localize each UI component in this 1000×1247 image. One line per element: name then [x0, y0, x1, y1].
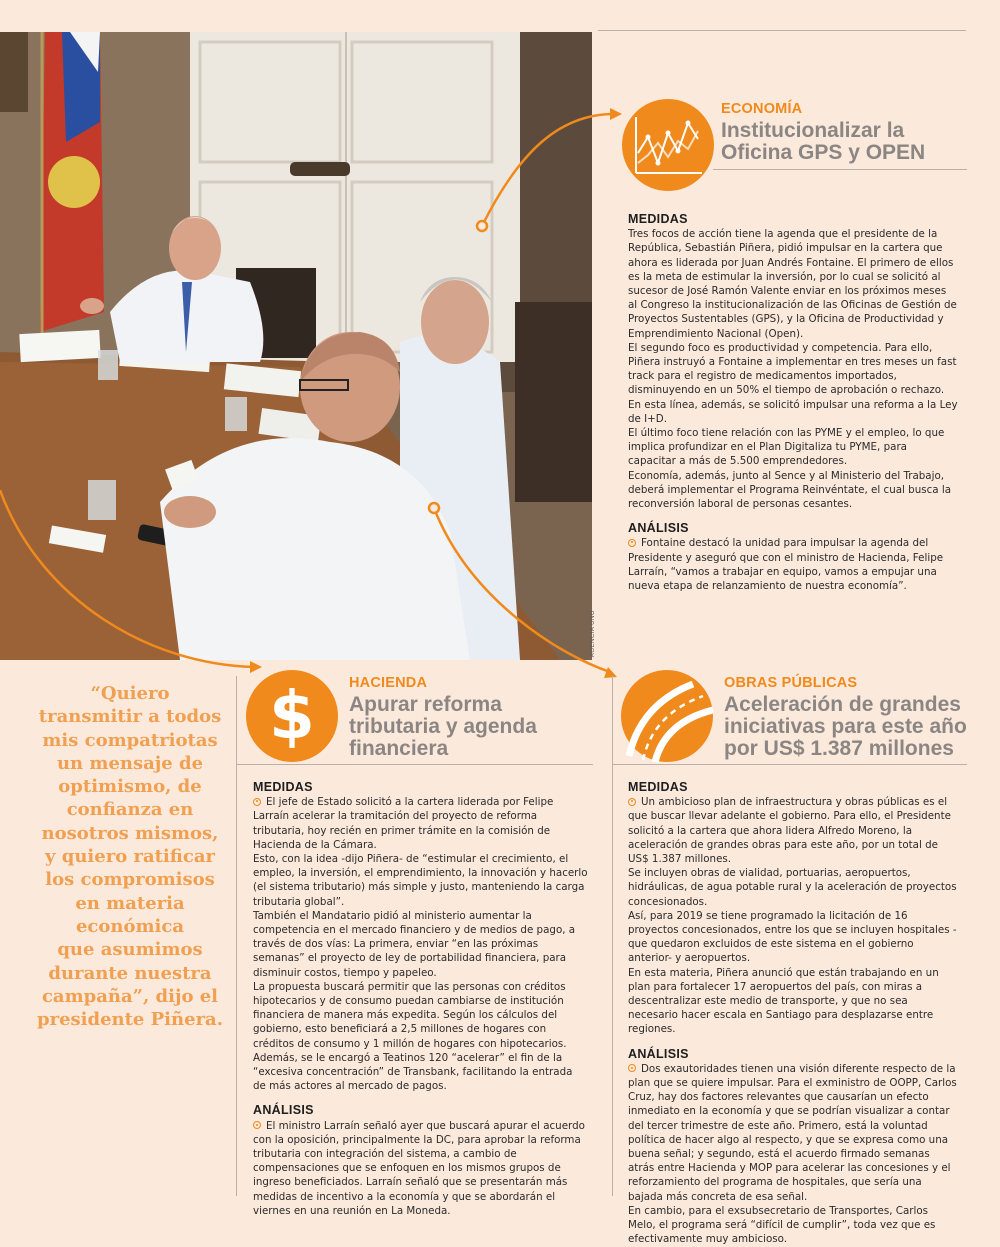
analisis-label: ANÁLISIS — [628, 521, 689, 536]
quote-line: que asumimos — [57, 939, 203, 961]
hacienda-body — [253, 780, 588, 1218]
headline-line: financiera — [349, 737, 449, 760]
medidas-lead: El jefe de Estado solicitó a la cartera liderada por Felipe Larraín acelerar la tramitación del proyecto de reforma tributaria, hoy recién en primer trámite en la comisión de Hacienda de la Cámara. — [253, 796, 554, 851]
obras-headline — [724, 694, 984, 760]
paragraph — [628, 536, 958, 593]
obras-category: OBRAS PÚBLICAS — [724, 675, 858, 691]
quote-line: económica — [75, 915, 185, 937]
paragraph: Se incluyen obras de vialidad, portuarias, aeropuertos, hidráulicas, de agua potable rural y la aceleración de proyectos concesionados. — [628, 867, 957, 908]
quote-line: mis compatriotas — [42, 729, 218, 751]
bullet-icon — [628, 798, 636, 806]
paragraph — [628, 795, 958, 866]
quote-line: los compromisos — [45, 869, 215, 891]
medidas-label: MEDIDAS — [628, 780, 688, 794]
quote-line: en materia — [75, 892, 185, 914]
bullet-icon — [628, 539, 636, 547]
economia-body — [628, 212, 958, 593]
quote-line: campaña”, dijo el — [41, 985, 219, 1007]
analisis-text: Fontaine destacó la unidad para impulsar la agenda del Presidente y aseguró que con el ministro de Hacienda, Felipe Larraín, “vamos a trabajar en equipo, vamos a empujar una nueva etapa de relanzamiento de nuestra economía”. — [628, 537, 944, 593]
quote-line: optimismo, de — [58, 776, 202, 798]
analisis-text: Dos exautoridades tienen una visión diferente respecto de la plan que se quiere impulsar. Para el exministro de OOPP, Carlos Cruz, hay dos factores relevantes que causarían un efecto inmediato en la economía y que se podrían visualizar a contar del tercer trimestre de este año. Primero, está la voluntad política de hacer algo al respecto, y que se expresa como una buena señal; y segundo, está el acuerdo firmado semanas atrás entre Hacienda y MOP para acelerar las concesiones y el reforzamiento del programa de hospitales, que sería una bajada más concreta de esa señal. — [628, 1062, 957, 1203]
bullet-icon — [253, 1121, 261, 1129]
medidas-label: MEDIDAS — [253, 780, 313, 794]
headline-line: Aceleración de grandes — [724, 693, 961, 716]
top-rule — [598, 30, 966, 31]
paragraph: Así, para 2019 se tiene programado la licitación de 16 proyectos concesionados, entre los que se incluyen hospitales -que quedaron excluidos de este sistema en el gobierno anterior- y aeropuertos. — [628, 909, 957, 965]
headline-line: iniciativas para este año — [724, 715, 967, 738]
hacienda-category: HACIENDA — [349, 675, 428, 691]
headline-line: Institucionalizar la — [721, 119, 905, 142]
medidas-lead: Un ambicioso plan de infraestructura y obras públicas es el que buscar llevar adelante el gobierno. Para ello, el Presidente solicitó a la cartera que ahora lidera Alfredo Moreno, la aceleración de grandes obras para este año, por un total de US$ 1.387 millones. — [628, 796, 951, 866]
photo-credit: AGENCIA UNO — [590, 610, 596, 658]
column-rule-right — [612, 676, 613, 1196]
headline-line: por US$ 1.387 millones — [724, 737, 954, 760]
quote-line: presidente Piñera. — [37, 1009, 223, 1031]
economia-rule — [713, 169, 967, 170]
headline-line: Apurar reforma — [349, 693, 502, 716]
cabinet-meeting-photo — [0, 32, 592, 660]
paragraph — [628, 1062, 958, 1204]
analisis-text: El ministro Larraín señaló ayer que buscará apurar el acuerdo con la oposición, principalmente la DC, para aprobar la reforma tributaria con integración del sistema, a cambio de compensaciones que se enfoquen en los mismos grupos de ingreso beneficiados. Larraín señaló que se presentarán más medidas de incentivo a la economía y que se abordarán el viernes en una reunión en La Moneda. — [253, 1119, 585, 1217]
quote-line: transmitir a todos — [38, 706, 222, 728]
obras-rule — [612, 764, 967, 765]
paragraph: Además, se le encargó a Teatinos 120 “acelerar” el fin de la “excesiva concentración” de Transbank, facilitando la entrada de más actores al mercado de pagos. — [253, 1051, 573, 1093]
dollar-icon — [246, 670, 338, 762]
obras-body — [628, 780, 958, 1247]
quote-line: nosotros mismos, — [41, 822, 219, 844]
hacienda-rule — [236, 764, 593, 765]
paragraph: La propuesta buscará permitir que las personas con créditos hipotecarios y de consumo puedan cambiarse de institución financiera de manera más expedita. Según los cálculos del gobierno, esto beneficiará a 2,5 millones de hogares con créditos de consumo y 1 millón de hogares con hipotecarios. — [253, 980, 567, 1050]
economia-category: ECONOMÍA — [721, 101, 803, 117]
quote-line: “Quiero — [90, 683, 170, 704]
paragraph: Economía, además, junto al Sence y al Ministerio del Trabajo, deberá implementar el Programa Reinvéntate, el cual busca la reconversión laboral de personas cesantes. — [628, 469, 951, 511]
medidas-label: MEDIDAS — [628, 212, 688, 226]
analisis-label: ANÁLISIS — [253, 1103, 314, 1118]
photo-illustration — [0, 32, 592, 660]
hacienda-headline — [349, 694, 599, 760]
dollar-glyph: $ — [269, 677, 315, 754]
headline-line: Oficina GPS y OPEN — [721, 141, 926, 164]
road-icon — [621, 670, 713, 762]
analisis-label: ANÁLISIS — [628, 1046, 689, 1061]
paragraph: En cambio, para el exsubsecretario de Transportes, Carlos Melo, el programa será “difícil de cumplir”, toda vez que es efectivamente muy ambicioso. — [628, 1204, 936, 1246]
paragraph: El segundo foco es productividad y competencia. Para ello, Piñera instruyó a Fontaine a implementar en tres meses un fast track para el registro de medicamentos importados, disminuyendo en un 50% el tiempo de aprobación o rechazo. En esta línea, además, se solicitó impulsar una reforma a la Ley de I+D. — [628, 341, 958, 425]
quote-line: un mensaje de — [56, 752, 204, 774]
bullet-icon — [253, 798, 261, 806]
quote-line: y quiero ratificar — [45, 846, 215, 868]
paragraph: En esta materia, Piñera anunció que están trabajando en un plan para fortalecer 17 aeropuertos del país, con miras a descentralizar este medio de transporte, y que no sea necesario hacer escala en Santiago para desplazarse entre regiones. — [628, 966, 939, 1036]
quote-line: durante nuestra — [48, 962, 212, 984]
paragraph — [253, 1119, 588, 1218]
bullet-icon — [628, 1064, 636, 1072]
paragraph: También el Mandatario pidió al ministerio aumentar la competencia en el mercado financiero y de medios de pago, a través de dos vías: La primera, enviar “en las próximas semanas” el proyecto de ley de portabilidad financiera, para disminuir costos, tiempo y papeleo. — [253, 909, 576, 979]
headline-line: tributaria y agenda — [349, 715, 537, 738]
paragraph — [253, 795, 588, 852]
economia-headline — [721, 120, 971, 164]
pull-quote — [28, 682, 232, 1031]
paragraph: El último foco tiene relación con las PYME y el empleo, lo que implica profundizar en el Plan Digitaliza tu PYME, para capacitar a más de 5.500 emprendedores. — [628, 427, 945, 468]
column-rule-left — [236, 676, 237, 1196]
paragraph: Esto, con la idea -dijo Piñera- de “estimular el crecimiento, el empleo, la inversión, el emprendimiento, la innovación y hacerlo (el sistema tributario) más simple y justo, manteniendo la carga tributaria global”. — [253, 853, 588, 908]
line-chart-icon — [622, 99, 714, 191]
paragraph: Tres focos de acción tiene la agenda que el presidente de la República, Sebastián Piñera, pidió impulsar en la cartera que ahora es liderada por Juan Andrés Fontaine. El primero de ellos es la meta de estimular la inversión, por lo cual se solicitó al sucesor de José Ramón Valente enviar en los próximos meses al Congreso la institucionalización de las Oficinas de Gestión de Proyectos Sustentables (GPS), y la Oficina de Productividad y Emprendimiento Nacional (Open). — [628, 228, 957, 340]
quote-line: confianza en — [66, 799, 194, 821]
